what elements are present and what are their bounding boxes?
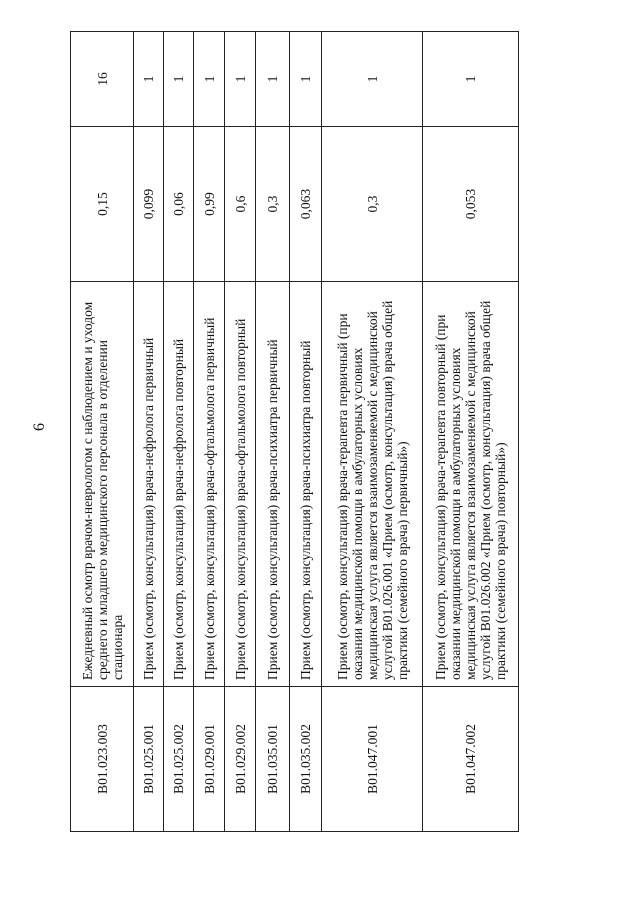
frequency-value: 0,3 [322, 127, 423, 282]
table-row [290, 32, 322, 832]
multiplicity-value: 1 [164, 32, 194, 127]
service-name: Прием (осмотр, консультация) врача-офтальмолога повторный [225, 282, 256, 687]
multiplicity-value: 1 [134, 32, 164, 127]
frequency-value: 0,063 [290, 127, 322, 282]
table-row [322, 32, 423, 832]
frequency-value: 0,15 [71, 127, 134, 282]
service-name: Прием (осмотр, консультация) врача-терапевта повторный (при оказании медицинской помощи в амбулаторных условиях медицинская услуга является взаимозаменяемой с медицинской услугой B01.026.002 «Прием (осмотр, консультация) врача общей практики (семейного врача) повторный») [423, 282, 519, 687]
frequency-value: 0,3 [256, 127, 290, 282]
multiplicity-value: 1 [256, 32, 290, 127]
service-code: B01.023.003 [71, 687, 134, 832]
service-code: B01.047.001 [322, 687, 423, 832]
services-table-rotated [70, 32, 518, 832]
frequency-value: 0,053 [423, 127, 519, 282]
service-code: B01.029.001 [194, 687, 225, 832]
service-name: Прием (осмотр, консультация) врача-нефролога первичный [134, 282, 164, 687]
frequency-value: 0,99 [194, 127, 225, 282]
page-number: 6 [31, 423, 48, 431]
table-row [225, 32, 256, 832]
service-code: B01.035.002 [290, 687, 322, 832]
services-table [70, 31, 519, 832]
service-name: Прием (осмотр, консультация) врача-психиатра первичный [256, 282, 290, 687]
frequency-value: 0,06 [164, 127, 194, 282]
frequency-value: 0,099 [134, 127, 164, 282]
multiplicity-value: 1 [322, 32, 423, 127]
frequency-value: 0,6 [225, 127, 256, 282]
table-row [134, 32, 164, 832]
service-name: Ежедневный осмотр врачом-неврологом с наблюдением и уходом среднего и младшего медицинского персонала в отделении стационара [71, 282, 134, 687]
service-name: Прием (осмотр, консультация) врача-офтальмолога первичный [194, 282, 225, 687]
multiplicity-value: 1 [225, 32, 256, 127]
service-name: Прием (осмотр, консультация) врача-терапевта первичный (при оказании медицинской помощи в амбулаторных условиях медицинская услуга является взаимозаменяемой с медицинской услугой B01.026.001 «Прием (осмотр, консультация) врача общей практики (семейного врача) первичный») [322, 282, 423, 687]
service-code: B01.035.001 [256, 687, 290, 832]
service-code: B01.029.002 [225, 687, 256, 832]
service-name: Прием (осмотр, консультация) врача-психиатра повторный [290, 282, 322, 687]
table-row [71, 32, 134, 832]
multiplicity-value: 1 [290, 32, 322, 127]
service-code: B01.025.002 [164, 687, 194, 832]
table-row [164, 32, 194, 832]
multiplicity-value: 1 [194, 32, 225, 127]
table-row [256, 32, 290, 832]
table-row [194, 32, 225, 832]
multiplicity-value: 16 [71, 32, 134, 127]
service-code: B01.047.002 [423, 687, 519, 832]
table-row [423, 32, 519, 832]
multiplicity-value: 1 [423, 32, 519, 127]
service-name: Прием (осмотр, консультация) врача-нефролога повторный [164, 282, 194, 687]
service-code: B01.025.001 [134, 687, 164, 832]
